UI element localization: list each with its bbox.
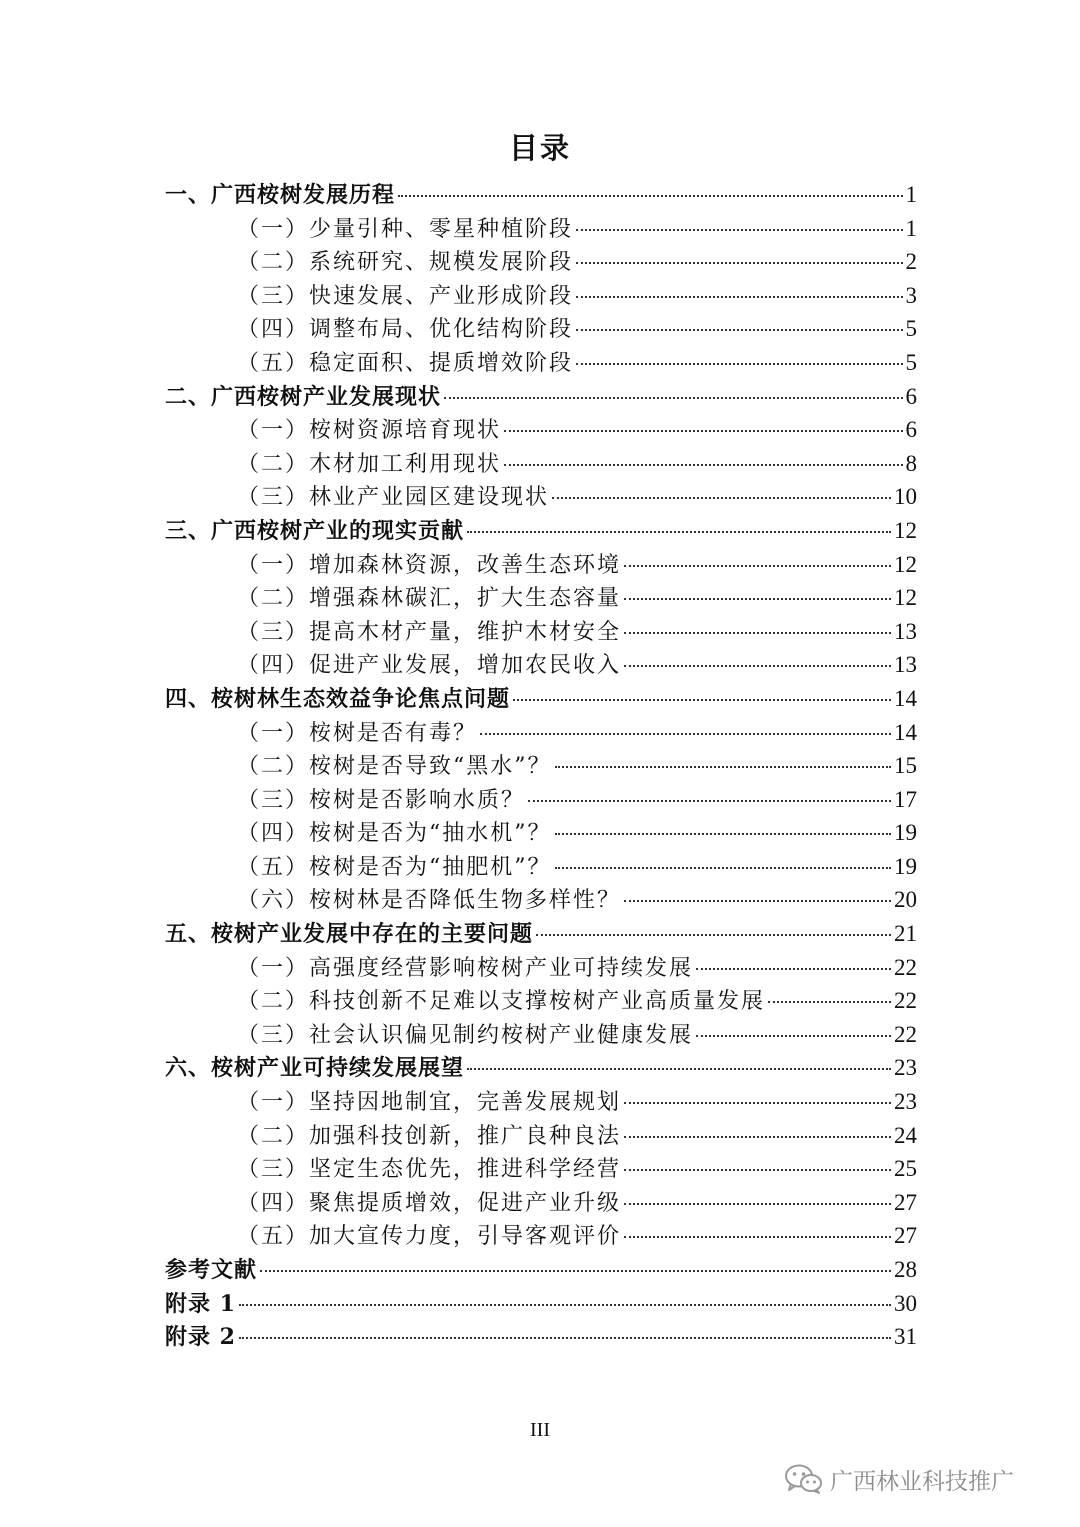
toc-entry-page: 12 <box>894 585 917 611</box>
toc-entry-label: （一）桉树资源培育现状 <box>237 418 502 444</box>
toc-entry-page: 23 <box>894 1089 917 1115</box>
toc-leader-dots <box>480 733 891 735</box>
toc-leader-dots <box>624 1236 891 1238</box>
toc-leader-dots <box>696 968 891 970</box>
toc-entry-chapter <box>165 682 917 716</box>
toc-leader-dots <box>555 766 892 768</box>
toc-entry-page: 15 <box>894 753 917 779</box>
toc-entry-page: 8 <box>905 450 917 476</box>
toc-entry-label: 二、广西桉树产业发展现状 <box>165 383 442 410</box>
toc-leader-dots <box>576 329 902 331</box>
toc-leader-dots <box>624 632 891 634</box>
toc-entry-chapter <box>165 1320 917 1354</box>
toc-entry-section <box>165 850 917 884</box>
toc-entry-label: （二）木材加工利用现状 <box>237 451 502 477</box>
toc-entry-label: 附录 1 <box>165 1290 236 1317</box>
toc-leader-dots <box>624 1136 891 1138</box>
toc-entry-chapter <box>165 1253 917 1287</box>
toc-leader-dots <box>504 430 902 432</box>
page-number: III <box>530 1419 550 1441</box>
toc-entry-page: 5 <box>905 349 917 375</box>
toc-entry-label: （六）桉树林是否降低生物多样性？ <box>237 888 622 914</box>
toc-entry-section <box>165 951 917 985</box>
toc-entry-label: 三、广西桉树产业的现实贡献 <box>165 517 465 544</box>
toc-entry-label: （一）桉树是否有毒？ <box>237 720 478 746</box>
toc-leader-dots <box>624 1102 891 1104</box>
toc-entry-page: 12 <box>894 517 917 543</box>
toc-entry-section <box>165 1152 917 1186</box>
toc-entry-chapter <box>165 1051 917 1085</box>
toc-entry-page: 17 <box>894 786 917 812</box>
toc-leader-dots <box>624 900 891 902</box>
toc-leader-dots <box>552 497 891 499</box>
toc-entry-page: 10 <box>894 484 917 510</box>
toc-entry-page: 13 <box>894 652 917 678</box>
toc-entry-section <box>165 245 917 279</box>
toc-leader-dots <box>260 1270 891 1272</box>
toc-leader-dots <box>513 699 891 701</box>
toc-entry-label: （四）桉树是否为“抽水机”？ <box>237 821 552 847</box>
toc-entry-page: 22 <box>894 954 917 980</box>
toc-entry-page: 14 <box>894 719 917 745</box>
toc-entry-section <box>165 749 917 783</box>
toc-entry-page: 6 <box>905 417 917 443</box>
toc-entry-section <box>165 279 917 313</box>
toc-entry-label: （五）稳定面积、提质增效阶段 <box>237 350 574 376</box>
toc-leader-dots <box>555 867 892 869</box>
toc-entry-page: 3 <box>905 282 917 308</box>
toc-entry-label: （四）促进产业发展，增加农民收入 <box>237 653 622 679</box>
toc-entry-page: 20 <box>894 887 917 913</box>
toc-entry-section <box>165 413 917 447</box>
toc-entry-page: 24 <box>894 1122 917 1148</box>
page-title: 目录 <box>508 131 571 165</box>
table-of-contents <box>165 178 917 1354</box>
wechat-icon <box>784 1463 824 1495</box>
toc-entry-label: （一）坚持因地制宜，完善发展规划 <box>237 1090 622 1116</box>
toc-entry-section <box>165 1085 917 1119</box>
toc-entry-section <box>165 447 917 481</box>
toc-entry-section <box>165 816 917 850</box>
toc-entry-label: （三）提高木材产量，维护木材安全 <box>237 619 622 645</box>
toc-entry-label: （三）社会认识偏见制约桉树产业健康发展 <box>237 1022 694 1048</box>
toc-leader-dots <box>467 531 891 533</box>
toc-entry-section <box>165 1186 917 1220</box>
toc-entry-page: 23 <box>894 1055 917 1081</box>
toc-entry-page: 12 <box>894 551 917 577</box>
toc-leader-dots <box>555 833 892 835</box>
toc-entry-label: 附录 2 <box>165 1324 236 1351</box>
toc-entry-label: 六、桉树产业可持续发展展望 <box>165 1055 465 1082</box>
toc-entry-chapter <box>165 514 917 548</box>
toc-entry-page: 30 <box>894 1290 917 1316</box>
toc-entry-page: 14 <box>894 685 917 711</box>
toc-entry-section <box>165 1119 917 1153</box>
toc-entry-page: 19 <box>894 820 917 846</box>
toc-entry-page: 28 <box>894 1257 917 1282</box>
toc-entry-section <box>165 615 917 649</box>
toc-leader-dots <box>444 397 902 399</box>
toc-entry-label: （二）桉树是否导致“黑水”？ <box>237 754 552 780</box>
watermark-text: 广西林业科技推广 <box>830 1468 1014 1495</box>
toc-entry-page: 6 <box>905 383 917 409</box>
toc-entry-label: （二）科技创新不足难以支撑桉树产业高质量发展 <box>237 989 766 1015</box>
toc-leader-dots <box>576 296 902 298</box>
watermark <box>784 1460 1014 1498</box>
toc-entry-label: 四、桉树林生态效益争论焦点问题 <box>165 685 511 712</box>
toc-entry-page: 1 <box>905 182 917 207</box>
toc-leader-dots <box>239 1337 891 1339</box>
toc-entry-label: 五、桉树产业发展中存在的主要问题 <box>165 921 534 948</box>
toc-entry-section <box>165 883 917 917</box>
toc-entry-page: 31 <box>894 1324 917 1350</box>
toc-leader-dots <box>239 1304 891 1306</box>
toc-entry-chapter <box>165 178 917 212</box>
toc-entry-page: 22 <box>894 1021 917 1047</box>
toc-entry-label: （三）林业产业园区建设现状 <box>237 485 550 511</box>
toc-leader-dots <box>696 1035 891 1037</box>
toc-entry-label: （三）快速发展、产业形成阶段 <box>237 283 574 309</box>
toc-leader-dots <box>576 363 902 365</box>
toc-entry-section <box>165 581 917 615</box>
toc-entry-label: （一）高强度经营影响桉树产业可持续发展 <box>237 955 694 981</box>
toc-leader-dots <box>467 1068 891 1070</box>
toc-entry-section <box>165 1219 917 1253</box>
toc-entry-page: 25 <box>894 1156 917 1182</box>
toc-leader-dots <box>504 464 902 466</box>
toc-leader-dots <box>768 1001 891 1003</box>
toc-entry-section <box>165 312 917 346</box>
toc-entry-page: 22 <box>894 988 917 1014</box>
toc-entry-section <box>165 480 917 514</box>
toc-entry-section <box>165 548 917 582</box>
toc-leader-dots <box>624 565 891 567</box>
toc-leader-dots <box>398 195 902 197</box>
toc-entry-label: 参考文献 <box>165 1257 258 1283</box>
toc-entry-section <box>165 984 917 1018</box>
toc-leader-dots <box>576 229 902 231</box>
toc-entry-page: 27 <box>894 1223 917 1249</box>
toc-leader-dots <box>624 665 891 667</box>
toc-entry-label: （五）加大宣传力度，引导客观评价 <box>237 1224 622 1250</box>
toc-entry-label: （三）桉树是否影响水质？ <box>237 787 526 813</box>
toc-leader-dots <box>536 934 891 936</box>
toc-entry-label: （一）少量引种、零星种植阶段 <box>237 216 574 242</box>
toc-entry-label: （四）调整布局、优化结构阶段 <box>237 317 574 343</box>
toc-entry-page: 5 <box>905 316 917 342</box>
toc-entry-label: （一）增加森林资源，改善生态环境 <box>237 552 622 578</box>
toc-entry-section <box>165 346 917 380</box>
toc-entry-section <box>165 783 917 817</box>
toc-entry-chapter <box>165 1287 917 1321</box>
toc-entry-page: 13 <box>894 618 917 644</box>
toc-entry-page: 27 <box>894 1189 917 1215</box>
toc-leader-dots <box>576 262 902 264</box>
toc-leader-dots <box>624 1203 891 1205</box>
toc-entry-page: 21 <box>894 921 917 947</box>
toc-entry-section <box>165 1018 917 1052</box>
toc-entry-section <box>165 212 917 246</box>
toc-entry-label: 一、广西桉树发展历程 <box>165 182 396 208</box>
toc-entry-label: （四）聚焦提质增效，促进产业升级 <box>237 1190 622 1216</box>
toc-entry-page: 19 <box>894 853 917 879</box>
toc-entry-page: 1 <box>905 215 917 241</box>
toc-leader-dots <box>528 800 891 802</box>
toc-entry-section <box>165 648 917 682</box>
toc-entry-section <box>165 716 917 750</box>
toc-entry-label: （二）加强科技创新，推广良种良法 <box>237 1123 622 1149</box>
toc-entry-label: （二）系统研究、规模发展阶段 <box>237 250 574 276</box>
toc-entry-page: 2 <box>905 249 917 275</box>
toc-entry-label: （五）桉树是否为“抽肥机”？ <box>237 854 552 880</box>
toc-entry-chapter <box>165 917 917 951</box>
toc-leader-dots <box>624 598 891 600</box>
toc-entry-chapter <box>165 380 917 414</box>
toc-entry-label: （二）增强森林碳汇，扩大生态容量 <box>237 586 622 612</box>
toc-leader-dots <box>624 1169 891 1171</box>
toc-entry-label: （三）坚定生态优先，推进科学经营 <box>237 1157 622 1183</box>
